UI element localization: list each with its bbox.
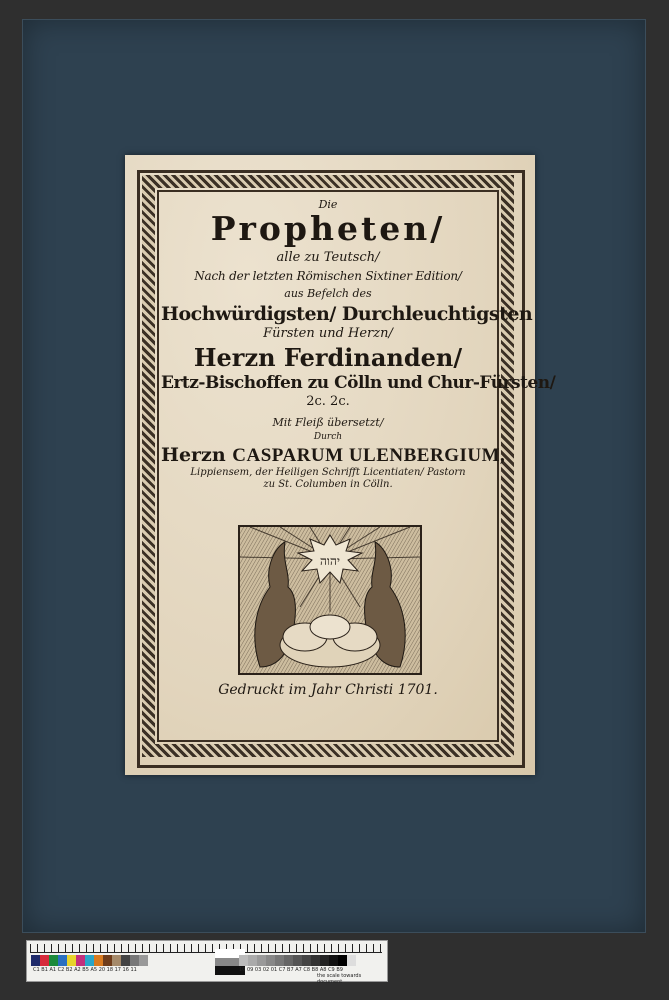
grey-swatches bbox=[239, 955, 356, 966]
color-swatch bbox=[112, 955, 121, 966]
grey-swatch bbox=[302, 955, 311, 966]
color-swatch bbox=[130, 955, 139, 966]
color-codes: C1 B1 A1 C2 B2 A2 B5 A5 20 18 17 16 11 bbox=[33, 967, 137, 973]
subtitle-line: alle zu Teutsch/ bbox=[276, 250, 380, 265]
main-title: Propheten/ bbox=[210, 209, 446, 248]
color-swatch bbox=[103, 955, 112, 966]
color-swatch bbox=[58, 955, 67, 966]
color-swatch bbox=[40, 955, 49, 966]
grey-swatch bbox=[266, 955, 275, 966]
grey-swatch bbox=[347, 955, 356, 966]
grey-swatch bbox=[293, 955, 302, 966]
die-line: Die bbox=[318, 198, 338, 211]
grey-swatch bbox=[284, 955, 293, 966]
color-scale-bar bbox=[26, 940, 388, 985]
author-line bbox=[161, 444, 506, 466]
imprint-line: Gedruckt im Jahr Christi 1701. bbox=[218, 682, 438, 698]
color-swatch bbox=[76, 955, 85, 966]
honorific-line: Hochwürdigsten/ Durchleuchtigsten bbox=[161, 303, 533, 325]
color-swatch bbox=[94, 955, 103, 966]
archbishop-line: Ertz-Bischoffen zu Cölln und Chur-Fürsten/ bbox=[161, 373, 556, 393]
grey-swatch bbox=[248, 955, 257, 966]
prince-line: Fürsten und Herzn/ bbox=[263, 326, 393, 341]
color-swatch bbox=[31, 955, 40, 966]
grey-swatch bbox=[311, 955, 320, 966]
author-honorific: Herzn bbox=[161, 444, 226, 466]
durch-line: Durch bbox=[313, 432, 343, 442]
author-parish: zu St. Columben in Cölln. bbox=[263, 479, 393, 490]
title-page bbox=[125, 155, 556, 775]
grey-swatch bbox=[239, 955, 248, 966]
color-swatch bbox=[67, 955, 76, 966]
order-line: aus Befelch des bbox=[284, 287, 372, 300]
patron-name: Herzn Ferdinanden/ bbox=[193, 343, 463, 372]
grey-swatch bbox=[329, 955, 338, 966]
scale-note: the scale towards document bbox=[317, 973, 362, 985]
edition-line: Nach der letzten Römischen Sixtiner Edition/ bbox=[194, 269, 462, 283]
color-swatch bbox=[139, 955, 148, 966]
author-credentials: Lippiensem, der Heiligen Schrifft Licentiaten/ Pastorn bbox=[190, 467, 466, 478]
grey-swatch bbox=[338, 955, 347, 966]
scale-ruler bbox=[30, 944, 382, 953]
color-swatches bbox=[31, 955, 148, 966]
tetragrammaton-text: יהוה bbox=[319, 554, 341, 568]
etc-line: 2c. 2c. bbox=[306, 394, 350, 409]
color-swatch bbox=[49, 955, 58, 966]
engraving-illustration bbox=[240, 527, 420, 673]
engraving-vignette bbox=[238, 525, 422, 675]
grey-codes: 10 09 03 02 01 C7 B7 A7 C8 B8 A8 C9 B9 bbox=[239, 967, 343, 973]
title-text-block bbox=[161, 197, 556, 490]
color-swatch bbox=[85, 955, 94, 966]
grey-swatch bbox=[320, 955, 329, 966]
author-name: CASPARUM ULENBERGIUM, bbox=[232, 445, 506, 466]
color-swatch bbox=[121, 955, 130, 966]
grey-swatch bbox=[257, 955, 266, 966]
grey-swatch bbox=[275, 955, 284, 966]
translated-line: Mit Fleiß übersetzt/ bbox=[272, 416, 384, 429]
